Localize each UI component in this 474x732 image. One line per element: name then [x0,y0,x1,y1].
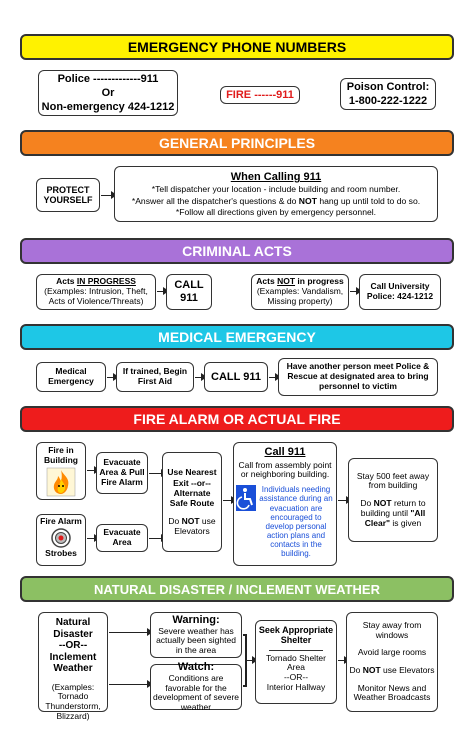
seek-shelter-title: Seek Appropriate Shelter [258,625,334,646]
tip-no-elevators: Do NOT use Elevators [349,664,435,675]
stay-away-label: Stay 500 feet away from building [356,470,430,491]
calling-title: When Calling 911 [230,171,322,184]
poison-box [340,78,436,110]
not-in-progress-title: Acts NOT in progress [256,276,344,287]
police-box [38,70,178,116]
evacuate-pull-alarm-box [96,452,148,494]
evacuate-label: Evacuate Area [103,527,141,547]
medical-arrow-3 [269,377,275,378]
weather-tips-box [346,612,438,712]
medical-step-4-label: Have another person meet Police & Rescue at designated area to bring personnel to victim [286,361,430,391]
fire-in-building-box [36,442,86,500]
evacuate-box [96,524,148,552]
natural-arrow-3 [246,660,252,661]
no-elevators-label: Do NOT use Elevators [168,516,216,537]
call-911-fire-title: Call 911 [264,446,306,458]
fire-number: FIRE ------911 [226,88,294,101]
watch-title: Watch: [177,661,215,674]
watch-box [150,661,242,713]
medical-arrow-2 [195,377,201,378]
criminal-acts-banner [20,238,454,264]
medical-emergency-banner [20,324,454,350]
calling-line-1: *Tell dispatcher your location - include building and room number. [151,184,401,195]
watch-text: Conditions are favorable for the development of severe weather [153,672,239,713]
natural-arrow-1 [109,632,147,633]
in-progress-arrow [157,291,163,292]
call-911-line-1: CALL [174,279,204,292]
medical-step-2-label: If trained, Begin First Aid [122,366,188,386]
fire-alarm-box [36,514,86,566]
natural-header: NATURAL DISASTER / INCLEMENT WEATHER [94,581,380,597]
evacuate-pull-alarm-label: Evacuate Area & Pull Fire Alarm [99,457,145,487]
calling-line-2: *Answer all the dispatcher's questions & do NOT hang up until told to do so. [131,195,421,206]
shelter-option-a: Tornado Shelter Area [265,652,326,673]
natural-disaster-banner [20,576,454,602]
calling-line-3: *Follow all directions given by emergency personnel. [175,206,377,217]
strobe-icon [50,528,72,548]
tip-monitor: Monitor News and Weather Broadcasts [353,682,431,703]
call-911-box [166,274,212,310]
natural-arrow-2 [109,684,147,685]
medical-step-2 [116,362,194,392]
fire-arrow-3 [149,473,161,474]
nd-line-3: Inclement Weather [49,651,97,674]
protect-yourself-box [36,178,100,212]
criminal-header: CRIMINAL ACTS [182,243,292,259]
strobes-label: Strobes [45,547,77,558]
call-from-label: Call from assembly point or neighboring building. [238,459,332,480]
medical-step-1-label: Medical Emergency [48,366,94,386]
acts-not-in-progress-box [251,274,349,310]
phone-numbers-banner [20,34,454,60]
protect-arrow [101,195,111,196]
fire-number-box [220,86,300,104]
protect-label: PROTECT YOURSELF [43,184,93,205]
medical-header: MEDICAL EMERGENCY [158,329,316,345]
or-label: Or [101,86,115,99]
natural-arrow-4 [338,660,344,661]
exit-route-label: Use Nearest Exit --or-- Alternate Safe Route [167,467,217,508]
fire-header: FIRE ALARM OR ACTUAL FIRE [133,411,341,427]
calling-911-box [114,166,438,222]
acts-in-progress-box [36,274,156,310]
warning-text: Severe weather has actually been sighted in the area [156,625,236,656]
nd-line-1: Natural Disaster [53,617,93,640]
fire-arrow-2 [87,538,94,539]
accessibility-icon [236,485,256,511]
general-principles-banner [20,130,454,156]
fire-arrow-1 [87,470,94,471]
fire-arrow-5 [223,500,231,501]
nonemergency-number: Non-emergency 424-1212 [41,101,175,114]
poison-number: 1-800-222-1222 [348,95,428,107]
natural-connector-top [243,634,247,636]
university-police: Call University Police: 424-1212 [366,281,434,301]
fire-arrow-6 [338,500,346,501]
shelter-divider [269,650,322,651]
general-header: GENERAL PRINCIPLES [158,135,316,151]
natural-connector-bot [243,685,247,687]
medical-step-4 [278,358,438,396]
medical-step-1 [36,362,106,392]
tip-stay-away: Stay away from windows [362,619,422,640]
shelter-option-b: Interior Hallway [266,681,326,692]
fire-alarm-label: Fire Alarm [40,516,82,526]
not-in-progress-examples: (Examples: Vandalism, Missing property) [256,286,344,306]
stay-away-box [348,458,438,542]
nd-examples: (Examples: Tornado Thunderstorm, Blizzard) [45,681,101,721]
in-progress-examples: (Examples: Intrusion, Theft, Acts of Violence/Threats) [44,286,148,306]
fire-in-building-label: Fire in Building [44,445,78,465]
medical-step-3-label: CALL 911 [211,370,261,383]
medical-step-3 [204,362,268,392]
not-in-progress-arrow [350,291,356,292]
warning-title: Warning: [172,614,220,627]
fire-icon [46,467,76,497]
individuals-note: Individuals needing assistance during an evacuation are encouraged to develop personal action plans and contacts in the building. [259,485,333,559]
shelter-or: --OR-- [283,672,309,683]
warning-box [150,612,242,658]
page-title: EMERGENCY PHONE NUMBERS [127,39,347,55]
exit-route-box [162,452,222,552]
tip-avoid-rooms: Avoid large rooms [357,647,427,658]
call-911-fire-box [233,442,337,566]
university-police-box [359,274,441,310]
fire-banner [20,406,454,432]
fire-arrow-4 [149,538,161,539]
natural-disaster-box [38,612,108,721]
nd-line-2: --OR-- [58,640,88,651]
medical-arrow-1 [107,377,113,378]
no-return-label: Do NOT return to building until "All Clear" is given [360,498,426,528]
poison-label: Poison Control: [346,80,430,93]
police-number: Police -------------911 [57,72,159,85]
shelter-box [255,620,337,704]
in-progress-title: Acts IN PROGRESS [56,276,136,287]
call-911-line-2: 911 [180,292,198,304]
